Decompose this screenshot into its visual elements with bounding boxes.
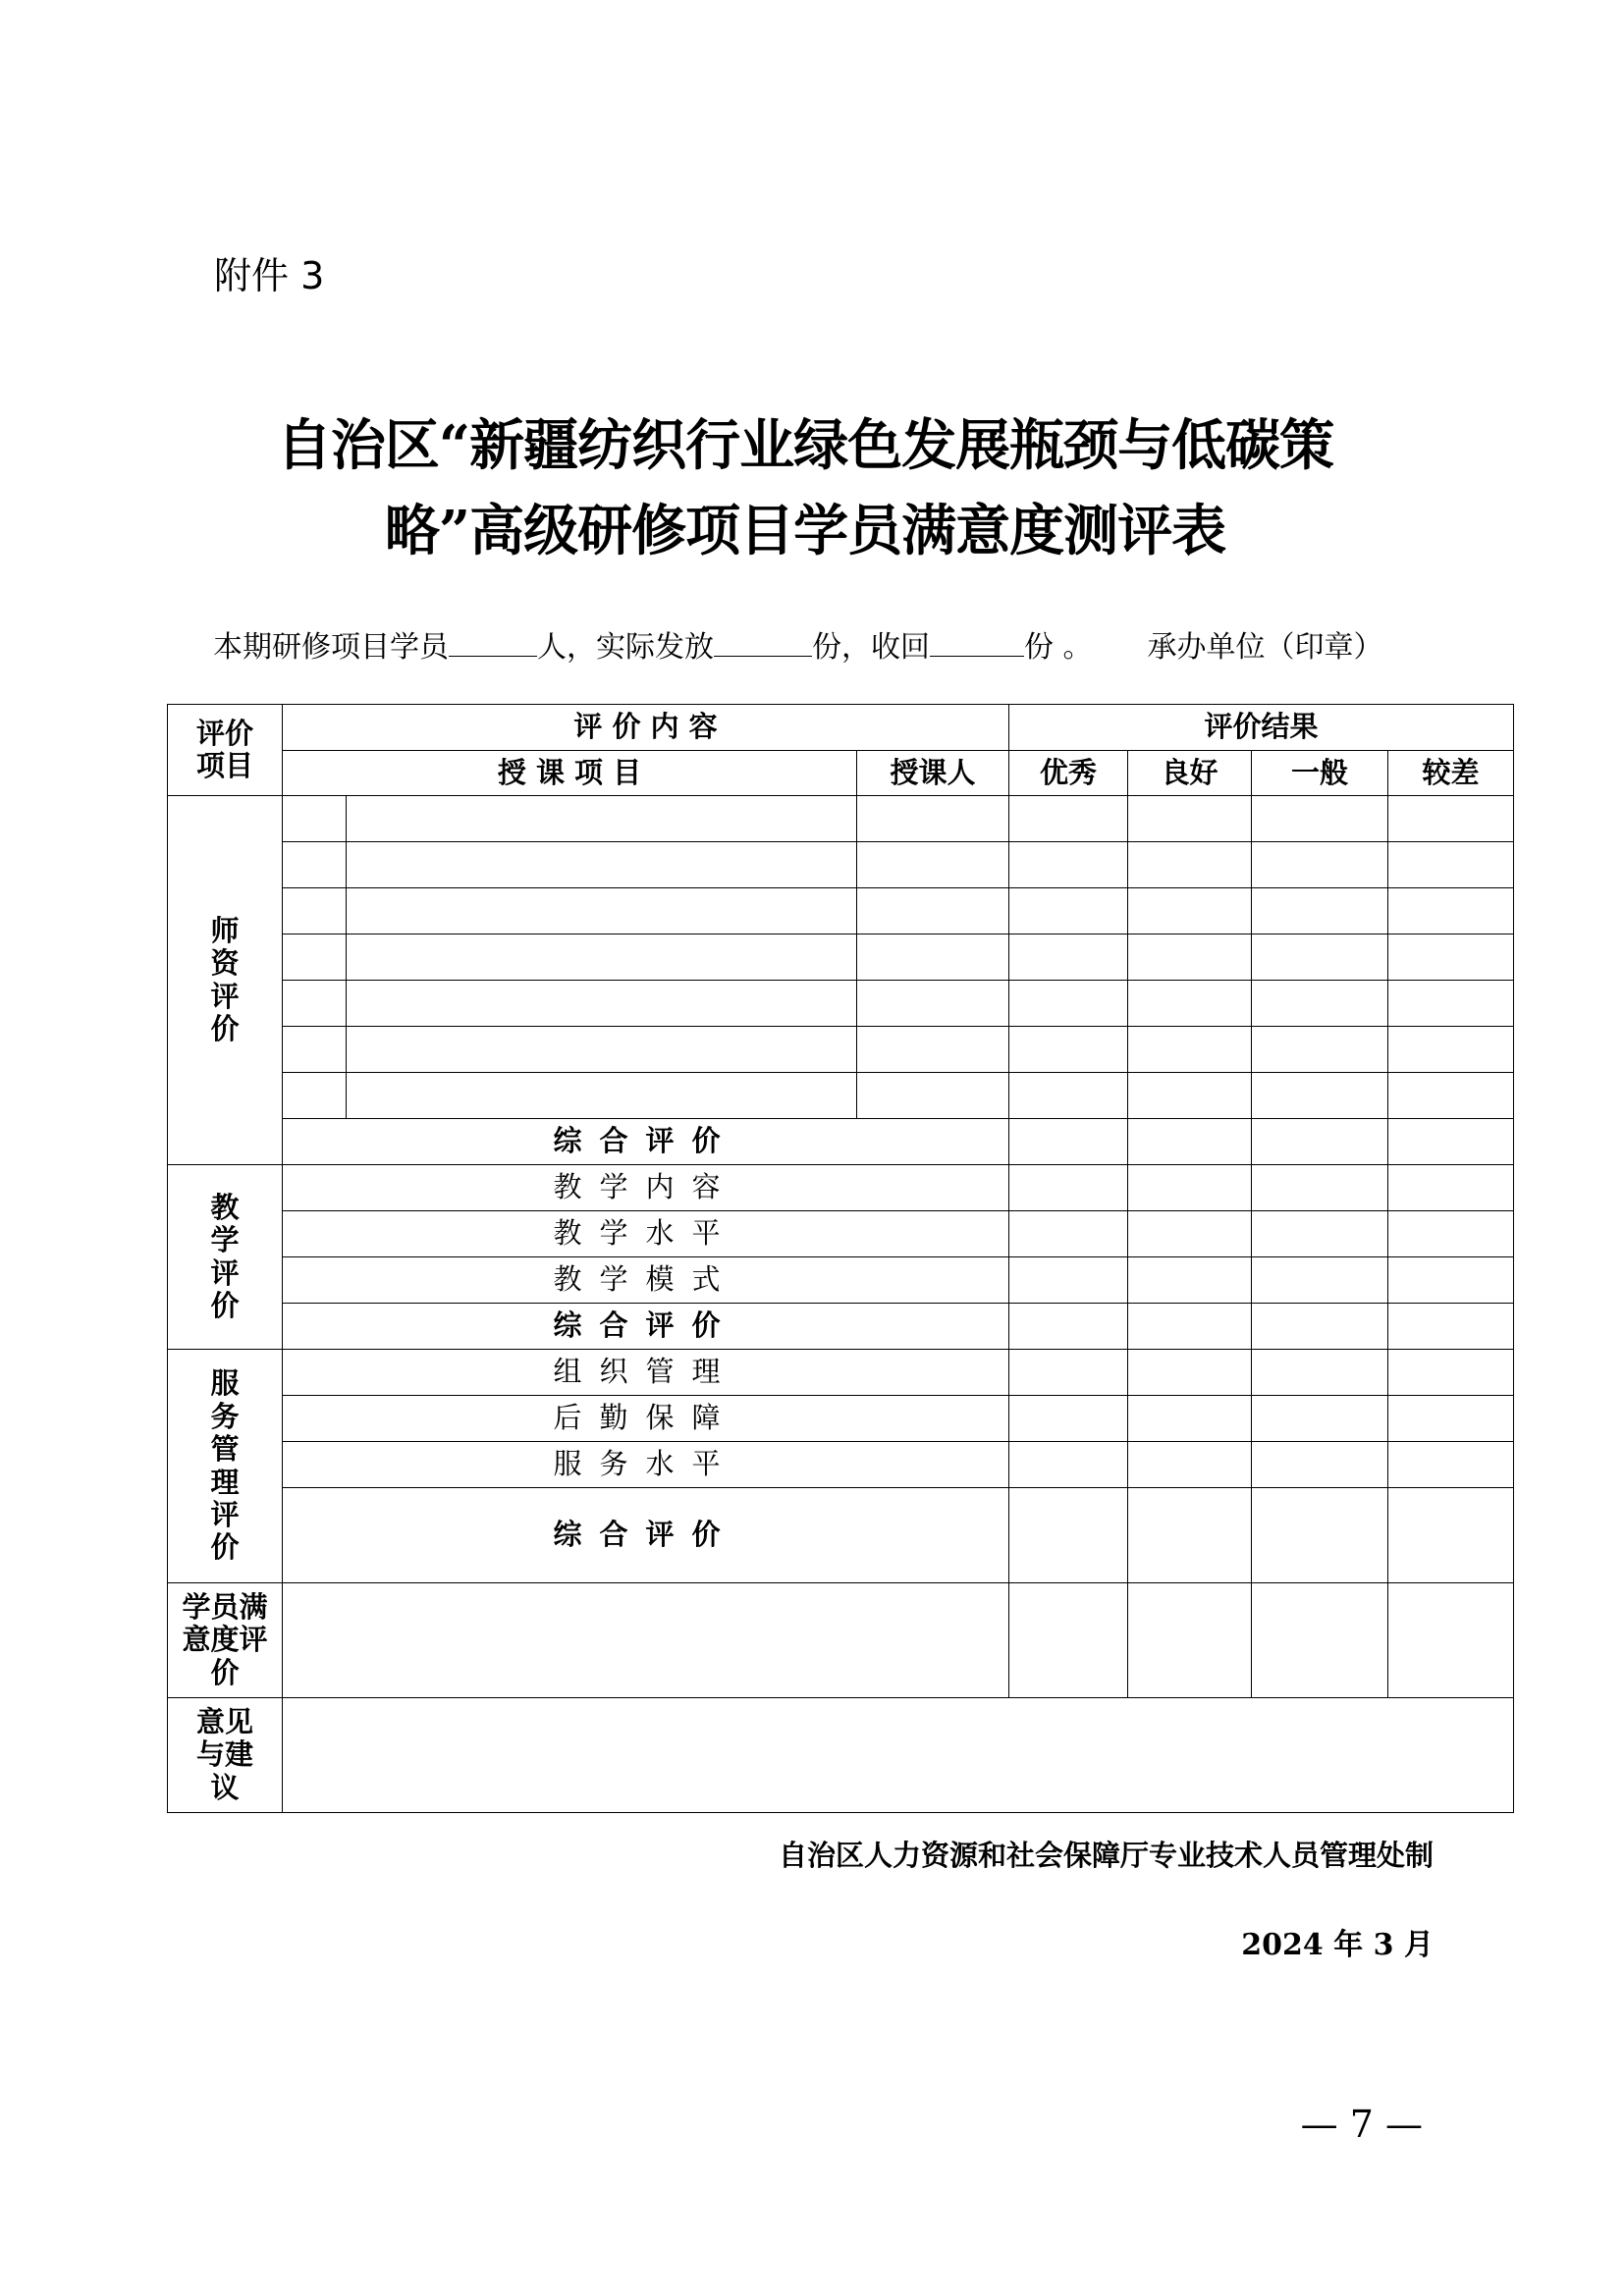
rating-cell[interactable] [1252, 1257, 1388, 1304]
rating-cell[interactable] [1388, 1350, 1514, 1396]
rating-cell[interactable] [1252, 1073, 1388, 1119]
header-good: 良好 [1128, 751, 1252, 796]
rating-cell[interactable] [1009, 1165, 1128, 1211]
page-number: — 7 — [1300, 2103, 1423, 2146]
section-teaching-eval: 教学评价 [168, 1165, 283, 1350]
teacher-row [168, 934, 1514, 981]
rating-cell[interactable] [1128, 1211, 1252, 1257]
course-name-cell[interactable] [347, 981, 857, 1027]
rating-cell[interactable] [1388, 842, 1514, 888]
issue-date: 2024 年 3 月 [1241, 1928, 1434, 1962]
issuer-line: 自治区人力资源和社会保障厅专业技术人员管理处制 [778, 1839, 1434, 1872]
info-text-2: 人，实际发放 [537, 630, 714, 665]
rating-cell[interactable] [1128, 888, 1252, 934]
rating-cell[interactable] [1128, 1350, 1252, 1396]
issued-count-blank[interactable] [714, 628, 812, 657]
satisfaction-row [168, 1583, 1514, 1698]
satisfaction-content-cell[interactable] [283, 1583, 1009, 1698]
rating-cell[interactable] [1009, 1027, 1128, 1073]
service-row [168, 1442, 1514, 1488]
rating-cell[interactable] [1128, 934, 1252, 981]
rating-cell[interactable] [1128, 1442, 1252, 1488]
service-overall-label: 综合评价 [283, 1488, 1009, 1583]
course-name-cell[interactable] [347, 796, 857, 842]
header-eval-item: 评价项目 [168, 705, 283, 796]
header-teacher: 授课人 [857, 751, 1009, 796]
course-no-cell[interactable] [283, 1073, 347, 1119]
teaching-overall-label: 综合评价 [283, 1304, 1009, 1350]
logistics-label: 后勤保障 [283, 1396, 1009, 1442]
course-name-cell[interactable] [347, 934, 857, 981]
service-overall-row [168, 1488, 1514, 1583]
teacher-row [168, 1073, 1514, 1119]
teacher-name-cell[interactable] [857, 796, 1009, 842]
rating-cell[interactable] [1009, 1350, 1128, 1396]
rating-cell[interactable] [1009, 1257, 1128, 1304]
rating-cell[interactable] [1009, 1488, 1128, 1583]
teacher-row [168, 1027, 1514, 1073]
rating-cell[interactable] [1252, 1396, 1388, 1442]
info-text-4: 份 。 [1024, 630, 1093, 665]
service-row [168, 1350, 1514, 1396]
rating-cell[interactable] [1009, 796, 1128, 842]
info-text-5: 承办单位（印章） [1147, 630, 1383, 665]
rating-cell[interactable] [1388, 1165, 1514, 1211]
section-feedback: 意见与建议 [168, 1698, 283, 1813]
rating-cell[interactable] [1009, 1304, 1128, 1350]
header-eval-result: 评价结果 [1009, 705, 1514, 751]
teaching-overall-row [168, 1304, 1514, 1350]
rating-cell[interactable] [1252, 1442, 1388, 1488]
rating-cell[interactable] [1252, 888, 1388, 934]
teaching-row [168, 1165, 1514, 1211]
rating-cell[interactable] [1252, 1119, 1388, 1165]
teacher-name-cell[interactable] [857, 1027, 1009, 1073]
feedback-input-cell[interactable] [283, 1698, 1514, 1813]
header-poor: 较差 [1388, 751, 1514, 796]
rating-cell[interactable] [1252, 1583, 1388, 1698]
rating-cell[interactable] [1388, 1119, 1514, 1165]
rating-cell[interactable] [1009, 1073, 1128, 1119]
form-title-line1: 自治区“新疆纺织行业绿色发展瓶颈与低碳策 [276, 413, 1334, 478]
rating-cell[interactable] [1388, 1442, 1514, 1488]
course-name-cell[interactable] [347, 1027, 857, 1073]
rating-cell[interactable] [1128, 1304, 1252, 1350]
rating-cell[interactable] [1128, 1165, 1252, 1211]
teacher-row [168, 888, 1514, 934]
rating-cell[interactable] [1009, 1442, 1128, 1488]
rating-cell[interactable] [1252, 1165, 1388, 1211]
info-text-1: 本期研修项目学员 [213, 630, 449, 665]
rating-cell[interactable] [1128, 1073, 1252, 1119]
teacher-row [168, 796, 1514, 842]
rating-cell[interactable] [1128, 1583, 1252, 1698]
teacher-row [168, 981, 1514, 1027]
rating-cell[interactable] [1388, 1583, 1514, 1698]
rating-cell[interactable] [1388, 1073, 1514, 1119]
rating-cell[interactable] [1009, 842, 1128, 888]
rating-cell[interactable] [1252, 1304, 1388, 1350]
teaching-level-label: 教学水平 [283, 1211, 1009, 1257]
section-teacher-eval: 师资评价 [168, 796, 283, 1165]
rating-cell[interactable] [1388, 1211, 1514, 1257]
section-satisfaction-eval: 学员满意度评价 [168, 1583, 283, 1698]
rating-cell[interactable] [1128, 981, 1252, 1027]
attachment-label: 附件 3 [214, 254, 325, 297]
rating-cell[interactable] [1009, 934, 1128, 981]
rating-cell[interactable] [1388, 981, 1514, 1027]
course-no-cell[interactable] [283, 981, 347, 1027]
rating-cell[interactable] [1128, 1119, 1252, 1165]
rating-cell[interactable] [1128, 796, 1252, 842]
header-fair: 一般 [1252, 751, 1388, 796]
teacher-row [168, 842, 1514, 888]
rating-cell[interactable] [1009, 981, 1128, 1027]
rating-cell[interactable] [1252, 1488, 1388, 1583]
rating-cell[interactable] [1128, 1027, 1252, 1073]
rating-cell[interactable] [1009, 888, 1128, 934]
rating-cell[interactable] [1252, 1211, 1388, 1257]
header-excellent: 优秀 [1009, 751, 1128, 796]
rating-cell[interactable] [1388, 1257, 1514, 1304]
teaching-row [168, 1211, 1514, 1257]
feedback-row [168, 1698, 1514, 1813]
org-management-label: 组织管理 [283, 1350, 1009, 1396]
rating-cell[interactable] [1388, 1027, 1514, 1073]
rating-cell[interactable] [1252, 981, 1388, 1027]
section-service-eval: 服务管理评价 [168, 1350, 283, 1583]
course-no-cell[interactable] [283, 1027, 347, 1073]
form-info-line [213, 622, 1383, 666]
rating-cell[interactable] [1009, 1396, 1128, 1442]
rating-cell[interactable] [1128, 842, 1252, 888]
rating-cell[interactable] [1388, 1304, 1514, 1350]
course-no-cell[interactable] [283, 888, 347, 934]
rating-cell[interactable] [1128, 1396, 1252, 1442]
rating-cell[interactable] [1388, 1488, 1514, 1583]
course-no-cell[interactable] [283, 934, 347, 981]
teacher-name-cell[interactable] [857, 934, 1009, 981]
header-eval-content: 评 价 内 容 [283, 705, 1009, 751]
course-no-cell[interactable] [283, 842, 347, 888]
rating-cell[interactable] [1009, 1211, 1128, 1257]
evaluation-table [167, 704, 1514, 1813]
teacher-name-cell[interactable] [857, 888, 1009, 934]
rating-cell[interactable] [1252, 1027, 1388, 1073]
course-name-cell[interactable] [347, 842, 857, 888]
teaching-mode-label: 教学模式 [283, 1257, 1009, 1304]
teacher-overall-row [168, 1119, 1514, 1165]
header-course: 授 课 项 目 [283, 751, 857, 796]
teacher-overall-label: 综合评价 [283, 1119, 1009, 1165]
course-name-cell[interactable] [347, 1073, 857, 1119]
course-name-cell[interactable] [347, 888, 857, 934]
teacher-name-cell[interactable] [857, 981, 1009, 1027]
rating-cell[interactable] [1388, 888, 1514, 934]
service-level-label: 服务水平 [283, 1442, 1009, 1488]
service-row [168, 1396, 1514, 1442]
course-no-cell[interactable] [283, 796, 347, 842]
rating-cell[interactable] [1388, 796, 1514, 842]
rating-cell[interactable] [1388, 1396, 1514, 1442]
trainee-count-blank[interactable] [449, 628, 537, 657]
returned-count-blank[interactable] [930, 628, 1024, 657]
teaching-content-label: 教学内容 [283, 1165, 1009, 1211]
teacher-name-cell[interactable] [857, 842, 1009, 888]
rating-cell[interactable] [1252, 796, 1388, 842]
form-title-line2: 略”高级研修项目学员满意度测评表 [384, 499, 1226, 563]
rating-cell[interactable] [1252, 1350, 1388, 1396]
rating-cell[interactable] [1388, 934, 1514, 981]
rating-cell[interactable] [1252, 934, 1388, 981]
rating-cell[interactable] [1128, 1257, 1252, 1304]
teacher-name-cell[interactable] [857, 1073, 1009, 1119]
info-text-3: 份，收回 [812, 630, 930, 665]
rating-cell[interactable] [1009, 1119, 1128, 1165]
rating-cell[interactable] [1252, 842, 1388, 888]
rating-cell[interactable] [1009, 1583, 1128, 1698]
rating-cell[interactable] [1128, 1488, 1252, 1583]
teaching-row [168, 1257, 1514, 1304]
